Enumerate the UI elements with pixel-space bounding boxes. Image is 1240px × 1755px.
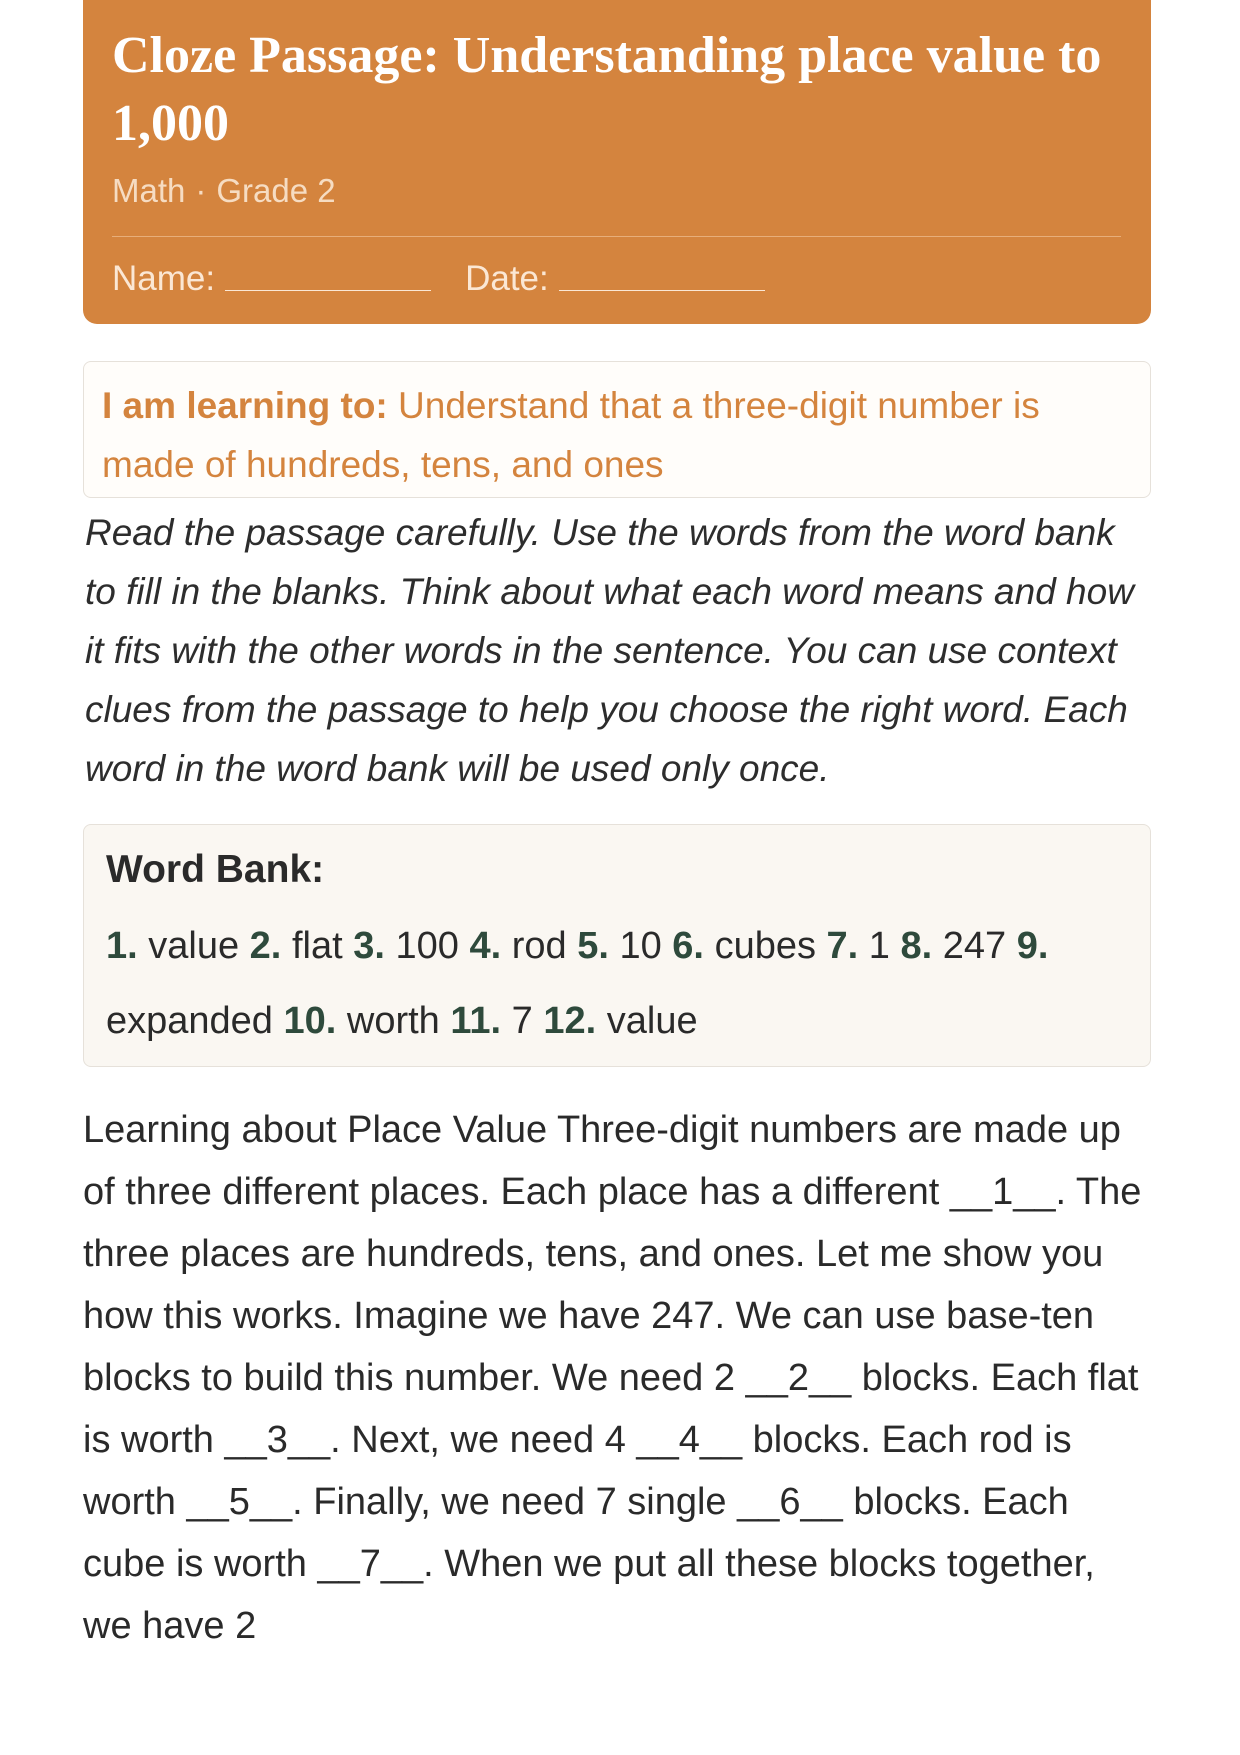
grade-label: Grade 2 <box>216 172 336 209</box>
word-bank-word: cubes <box>714 925 816 967</box>
cloze-passage: Learning about Place Value Three-digit numbers are made up of three different places. Each place has a different __1__. The three places are hundreds, tens, and ones. Let me show you how this works. Imagine we have 247. We can use base-ten blocks to build this number. We need 2 __2__ blocks. Each flat is worth __3__. Next, we need 4 __4__ blocks. Each rod is worth __5__. Finally, we need 7 single __6__ blocks. Each cube is worth __7__. When we put all these blocks together, we have 2 <box>83 1109 1142 1647</box>
word-bank-number: 11. <box>450 1000 502 1042</box>
word-bank-word: flat <box>291 925 343 967</box>
word-bank-number: 8. <box>900 925 933 967</box>
word-bank-word: 1 <box>868 925 890 967</box>
word-bank-number: 9. <box>1016 925 1049 967</box>
name-line[interactable] <box>225 290 431 291</box>
word-bank-word: expanded <box>106 1000 273 1042</box>
word-bank-word: 7 <box>511 1000 533 1042</box>
worksheet-header <box>83 0 1151 324</box>
name-label: Name: <box>112 259 216 298</box>
subject-grade <box>112 172 1121 210</box>
word-bank-number: 10. <box>283 1000 337 1042</box>
word-bank-item <box>469 925 566 967</box>
word-bank-item <box>827 925 890 967</box>
word-bank-word: rod <box>511 925 567 967</box>
objective-text: Understand that a three-digit number is made of hundreds, tens, and ones <box>102 385 1040 485</box>
word-bank-word: 100 <box>395 925 459 967</box>
word-bank-item <box>250 925 343 967</box>
word-bank-item <box>106 925 239 967</box>
subtitle-separator: · <box>195 172 207 209</box>
objective-lead: I am learning to: <box>102 385 388 426</box>
word-bank-item <box>672 925 816 967</box>
word-bank-title: Word Bank: <box>106 848 325 891</box>
word-bank-item <box>901 925 1007 967</box>
name-field[interactable] <box>112 259 431 299</box>
word-bank-item <box>353 925 459 967</box>
subject-label: Math <box>112 172 186 209</box>
word-bank-word: worth <box>346 1000 440 1042</box>
word-bank-word: value <box>606 1000 698 1042</box>
word-bank-number: 2. <box>249 925 282 967</box>
word-bank-item <box>543 1000 697 1042</box>
word-bank-item <box>450 1000 532 1042</box>
word-bank-number: 3. <box>353 925 385 967</box>
word-bank-word: value <box>148 925 240 967</box>
worksheet-page <box>83 0 1151 1657</box>
word-bank-list <box>106 909 1128 1059</box>
date-label: Date: <box>465 259 549 298</box>
date-line[interactable] <box>559 290 765 291</box>
word-bank-word: 10 <box>619 925 662 967</box>
word-bank-number: 12. <box>543 1000 597 1042</box>
word-bank-number: 7. <box>826 925 859 967</box>
word-bank-number: 4. <box>469 925 502 967</box>
word-bank-item <box>284 1000 440 1042</box>
word-bank-number: 6. <box>672 925 704 967</box>
learning-objective <box>83 361 1151 498</box>
word-bank-number: 5. <box>577 925 609 967</box>
worksheet-title: Cloze Passage: Understanding place value to 1,000 <box>112 27 1102 152</box>
header-divider <box>112 236 1121 237</box>
word-bank <box>83 824 1151 1067</box>
name-date-row <box>112 259 1121 299</box>
instructions: Read the passage carefully. Use the words from the word bank to fill in the blanks. Think about what each word means and how it fits with the other words in the sentence. You can use context clues from the passage to help you choose the right word. Each word in the word bank will be used only once. <box>85 512 1134 789</box>
word-bank-item <box>577 925 662 967</box>
word-bank-word: 247 <box>942 925 1007 967</box>
date-field[interactable] <box>465 259 765 299</box>
word-bank-number: 1. <box>106 925 138 967</box>
